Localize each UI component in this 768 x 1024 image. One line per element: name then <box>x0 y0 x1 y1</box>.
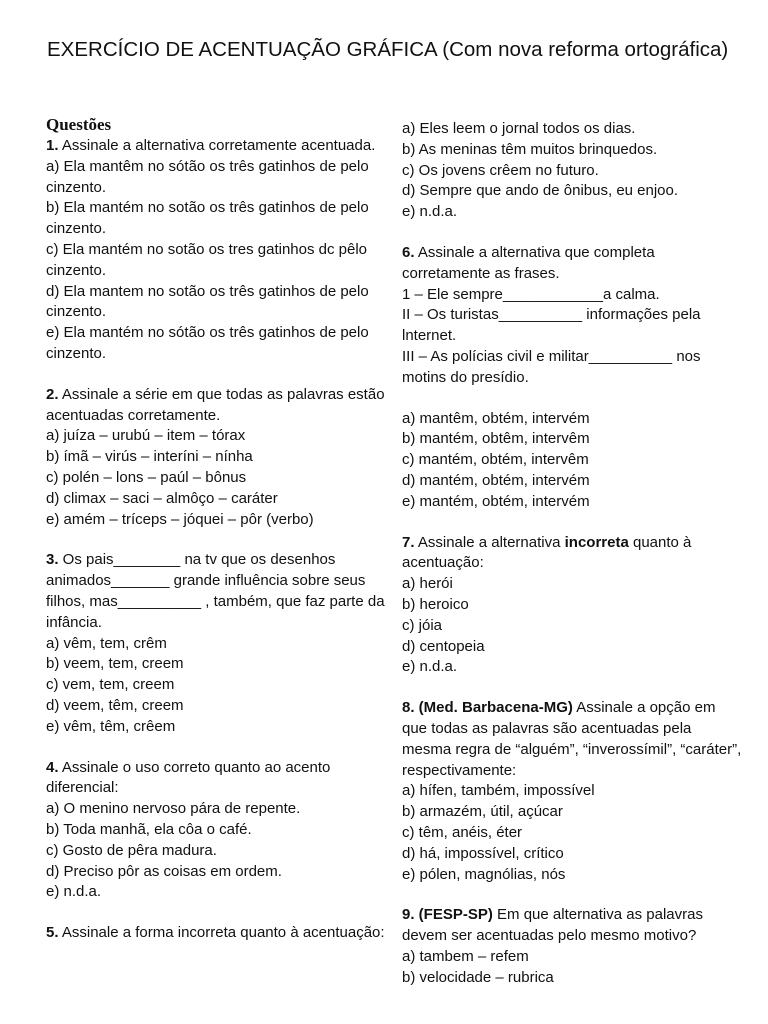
option-b: b) Ela mantém no sotão os três gatinhos de pelo cinzento. <box>46 199 369 238</box>
question-stem: 7. Assinale a alternativa incorreta quanto à acentuação: <box>402 533 692 572</box>
question-number: 1. <box>46 137 59 154</box>
left-column <box>46 114 386 964</box>
option-a: a) herói <box>402 575 453 593</box>
option-d: d) mantém, obtém, intervém <box>402 471 590 489</box>
question-stem: 1. Assinale a alternativa corretamente acentuada. <box>46 137 376 154</box>
question-number: 3. <box>46 551 59 569</box>
option-e: e) n.d.a. <box>402 658 458 676</box>
option-d: d) Sempre que ando de ônibus, eu enjoo. <box>402 182 679 200</box>
question-6 <box>402 243 742 513</box>
option-c: c) jóia <box>402 616 443 634</box>
question-stem: 8. (Med. Barbacena-MG) Assinale a opção em que todas as palavras são acentuadas pela mesma regra de “alguém”, “inverossímil”, “caráter”, respectivamente: <box>402 699 742 779</box>
option-c: c) têm, anéis, éter <box>402 823 523 841</box>
question-5 <box>46 923 386 944</box>
option-c: c) mantém, obtém, intervêm <box>402 451 589 469</box>
option-d: d) veem, têm, creem <box>46 696 184 714</box>
question-8 <box>402 698 742 885</box>
question-number: 2. <box>46 385 59 403</box>
option-e: e) mantém, obtém, intervém <box>402 492 590 510</box>
option-b: b) heroico <box>402 595 469 613</box>
question-number: 7. <box>402 533 415 551</box>
option-e: e) Ela mantém no sótão os três gatinhos de pelo cinzento. <box>46 324 369 362</box>
question-stem: 3. Os pais________ na tv que os desenhos animados_______ grande influência sobre seus filhos, mas__________ , também, que faz parte da infância. <box>46 551 385 631</box>
option-b: b) veem, tem, creem <box>46 655 184 673</box>
option-b: b) Toda manhã, ela côa o café. <box>46 820 252 838</box>
question-7 <box>402 533 742 679</box>
question-9 <box>402 905 742 988</box>
question-stem: 9. (FESP-SP) Em que alternativa as palavras devem ser acentuadas pelo mesmo motivo? <box>402 906 703 945</box>
question-number: 4. <box>46 758 59 776</box>
question-5-options <box>402 119 742 223</box>
option-c: c) Ela mantém no sotão os tres gatinhos dc pêlo cinzento. <box>46 240 368 279</box>
option-c: c) vem, tem, creem <box>46 676 175 694</box>
option-c: c) Gosto de pêra madura. <box>46 841 217 859</box>
option-e: e) pólen, magnólias, nós <box>402 865 566 883</box>
question-number: 5. <box>46 924 59 942</box>
option-b: b) ímã – virús – interíni – nínha <box>46 448 253 466</box>
keyword-incorreta: incorreta <box>564 533 629 551</box>
question-3 <box>46 550 386 737</box>
option-d: d) centopeia <box>402 637 485 655</box>
section-heading: Questões <box>46 115 112 134</box>
question-number: 6. <box>402 243 415 261</box>
option-b: b) armazém, útil, açúcar <box>402 803 563 821</box>
option-a: a) Ela mantêm no sótão os três gatinhos de pelo cinzento. <box>46 157 369 196</box>
question-stem: 5. Assinale a forma incorreta quanto à acentuação: <box>46 924 385 942</box>
option-a: a) tambem – refem <box>402 947 529 965</box>
right-column <box>402 119 742 1008</box>
option-e: e) n.d.a. <box>46 883 102 901</box>
option-a: a) mantêm, obtém, intervém <box>402 409 590 427</box>
sentence-3: III – As polícias civil e militar__________ nos motins do presídio. <box>402 347 701 386</box>
option-d: d) Ela mantem no sotão os três gatinhos de pelo cinzento. <box>46 282 369 321</box>
option-a: a) Eles leem o jornal todos os dias. <box>402 120 636 137</box>
spacer <box>402 389 742 409</box>
option-d: d) há, impossível, crítico <box>402 844 564 862</box>
option-d: d) Preciso pôr as coisas em ordem. <box>46 862 282 880</box>
question-stem: 6. Assinale a alternativa que completa corretamente as frases. <box>402 243 655 282</box>
option-b: b) As meninas têm muitos brinquedos. <box>402 140 658 158</box>
option-b: b) velocidade – rubrica <box>402 968 554 986</box>
question-number: 9. (FESP-SP) <box>402 906 493 924</box>
question-1 <box>46 136 386 365</box>
option-a: a) juíza – urubú – item – tórax <box>46 427 246 445</box>
option-a: a) vêm, tem, crêm <box>46 634 167 652</box>
question-2 <box>46 385 386 531</box>
question-stem: 4. Assinale o uso correto quanto ao acento diferencial: <box>46 758 331 797</box>
sentence-2: II – Os turistas__________ informações pela lnternet. <box>402 306 701 345</box>
option-a: a) hífen, também, impossível <box>402 782 595 800</box>
option-c: c) polén – lons – paúl – bônus <box>46 468 247 486</box>
page-title: EXERCÍCIO DE ACENTUAÇÃO GRÁFICA (Com nova reforma ortográfica) <box>47 38 729 61</box>
option-a: a) O menino nervoso pára de repente. <box>46 800 301 818</box>
question-stem: 2. Assinale a série em que todas as palavras estão acentuadas corretamente. <box>46 385 385 424</box>
option-e: e) amém – tríceps – jóquei – pôr (verbo) <box>46 510 314 528</box>
option-e: e) n.d.a. <box>402 203 458 221</box>
sentence-1: 1 – Ele sempre____________a calma. <box>402 285 660 303</box>
question-4 <box>46 758 386 904</box>
option-e: e) vêm, têm, crêem <box>46 717 176 735</box>
option-d: d) climax – saci – almôço – caráter <box>46 489 278 507</box>
option-b: b) mantém, obtêm, intervêm <box>402 430 590 448</box>
question-number: 8. (Med. Barbacena-MG) <box>402 699 573 717</box>
option-c: c) Os jovens crêem no futuro. <box>402 161 599 179</box>
